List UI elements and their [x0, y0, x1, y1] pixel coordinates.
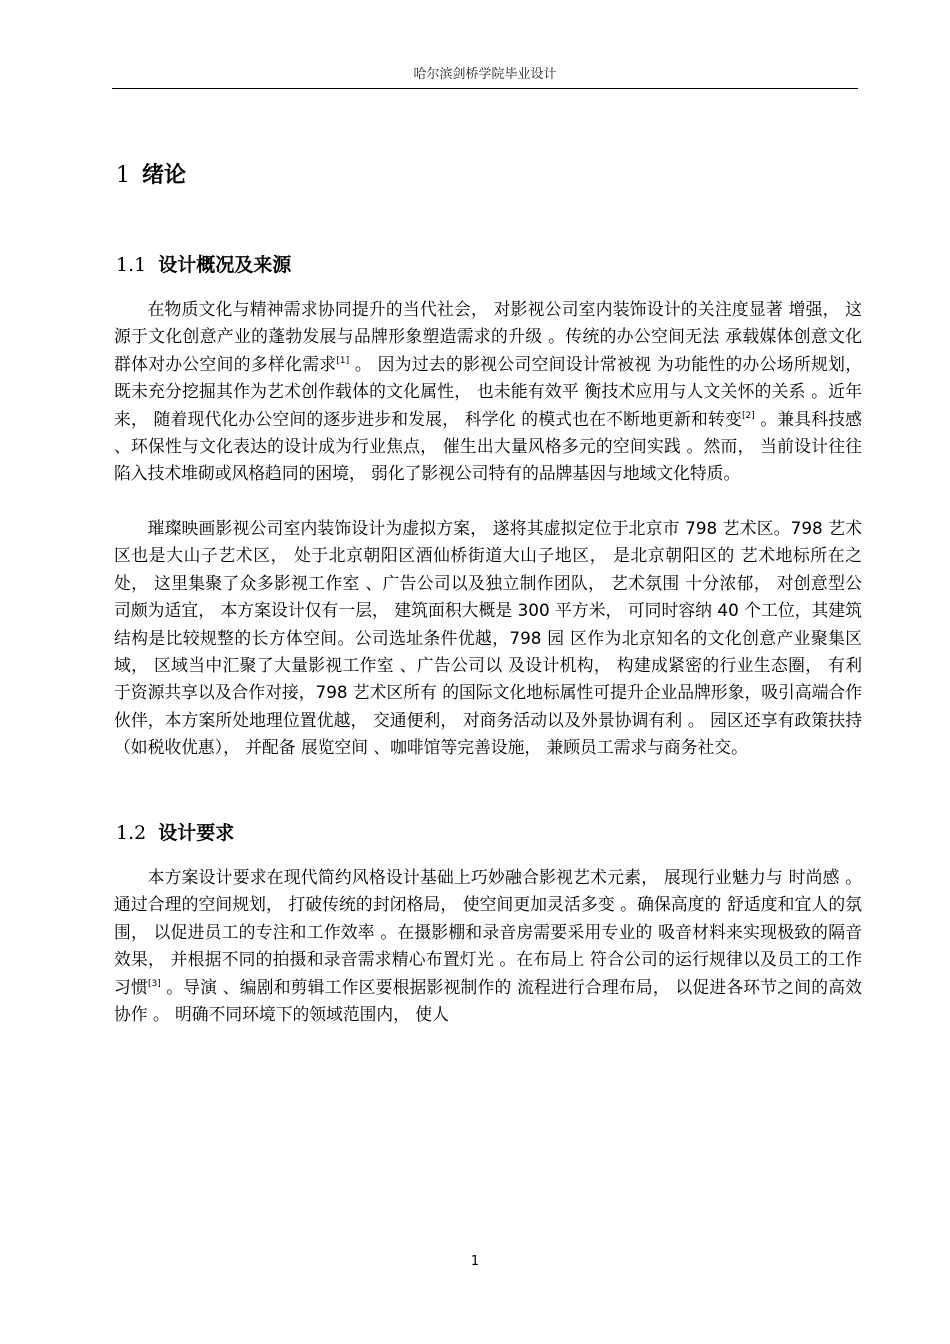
section-number: 1.2 — [116, 822, 147, 844]
paragraph-1-1-a: 在物质文化与精神需求协同提升的当代社会， 对影视公司室内装饰设计的关注度显著 增强， 这源于文化创意产业的蓬勃发展与品牌形象塑造需求的升级 。传统的办公空间无法 承载媒体创意文化群体对办公空间的多样化需求[1] 。 因为过去的影视公司空间设计常被视 为功能性的办公场所规划， 既未充分挖掘其作为艺术创作载体的文化属性， 也未能有效平 衡技术应用与人文关怀的关系 。近年来， 随着现代化办公空间的逐步进步和发展， 科学化 的模式也在不断地更新和转变[2] 。兼具科技感 、环保性与文化表达的设计成为行业焦点， 催生出大量风格多元的空间实践 。然而， 当前设计往往陷入技术堆砌或风格趋同的困境， 弱化了影视公司特有的品牌基因与地域文化特质。 — [114, 299, 862, 484]
citation-2: [2] — [742, 410, 755, 421]
section-heading-1-1 — [116, 250, 291, 280]
page-footer — [0, 1252, 950, 1272]
page-number: 1 — [470, 1254, 480, 1269]
paragraph-1-2-a: 本方案设计要求在现代简约风格设计基础上巧妙融合影视艺术元素， 展现行业魅力与 时尚感 。通过合理的空间规划， 打破传统的封闭格局， 使空间更加灵活多变 。确保高度的 舒适度和宜人的氛围， 以促进员工的专注和工作效率 。在摄影棚和录音房需要采用专业的 吸音材料来实现极致的隔音效果， 并根据不同的拍摄和录音需求精心布置灯光 。在布局上 符合公司的运行规律以及员工的工作习惯[3] 。导演 、编剧和剪辑工作区要根据影视制作的 流程进行合理布局， 以促进各环节之间的高效协作 。 明确不同环境下的领域范围内， 使人 — [114, 867, 862, 1025]
chapter-heading — [116, 160, 186, 192]
header-title: 哈尔滨剑桥学院毕业设计 — [413, 67, 557, 82]
citation-1: [1] — [336, 355, 350, 366]
paragraph-1-1-b: 璀璨映画影视公司室内装饰设计为虚拟方案， 遂将其虚拟定位于北京市 798 艺术区。798 艺术区也是大山子艺术区， 处于北京朝阳区酒仙桥街道大山子地区， 是北京朝阳区的 艺术地标所在之处， 这里集聚了众多影视工作室 、广告公司以及独立制作团队， 艺术氛围 十分浓郁， 对创意型公司颇为适宜， 本方案设计仅有一层， 建筑面积大概是 300 平方米， 可同时容纳 40 个工位，其建筑结构是比较规整的长方体空间。公司选址条件优越，798 园 区作为北京知名的文化创意产业聚集区域， 区域当中汇聚了大量影视工作室 、广告公司以 及设计机构， 构建成紧密的行业生态圈， 有利于资源共享以及合作对接，798 艺术区所有 的国际文化地标属性可提升企业品牌形象，吸引高端合作伙伴，本方案所处地理位置优越， 交通便利， 对商务活动以及外景协调有利 。 园区还享有政策扶持（如税收优惠）， 并配备 展览空间 、咖啡馆等完善设施， 兼顾员工需求与商务社交。 — [114, 518, 862, 758]
chapter-number: 1 — [116, 163, 130, 188]
section-title: 设计概况及来源 — [158, 254, 292, 276]
page-header — [112, 62, 858, 89]
chapter-title: 绪论 — [142, 163, 187, 188]
citation-3: [3] — [147, 978, 161, 989]
section-title: 设计要求 — [158, 822, 235, 844]
section-heading-1-2 — [116, 818, 234, 848]
section-number: 1.1 — [116, 254, 147, 276]
